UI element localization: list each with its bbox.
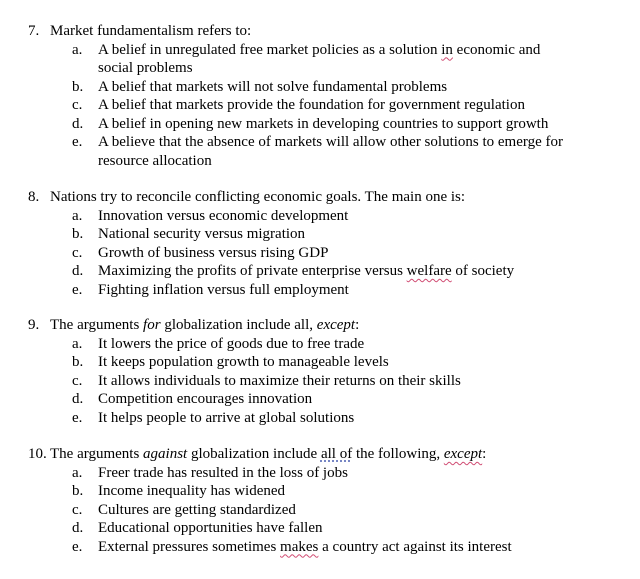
option-text: Cultures are getting standardized (98, 501, 296, 518)
option-letter: a. (72, 464, 83, 481)
option-text: It helps people to arrive at global solutions (98, 409, 355, 426)
option-letter: b. (72, 483, 84, 499)
option-text: social problems (98, 60, 193, 76)
option-letter: d. (72, 263, 84, 279)
option-letter: d. (72, 391, 84, 407)
option-text: Competition encourages innovation (98, 391, 313, 407)
option-text: National security versus migration (98, 226, 306, 242)
option-text: A belief that markets provide the foundation for government regulation (98, 97, 525, 113)
spellcheck-mark: in (441, 41, 453, 58)
option-text: It allows individuals to maximize their returns on their skills (98, 372, 461, 389)
option-text: resource allocation (98, 152, 212, 169)
option-letter: a. (72, 207, 83, 224)
option-text: It keeps population growth to manageable levels (98, 354, 389, 370)
option-text: Maximizing the profits of private enterprise versus welfare of society (98, 263, 515, 279)
spellcheck-mark: makes (280, 538, 319, 555)
option-text: Growth of business versus rising GDP (98, 244, 329, 261)
spellcheck-mark: welfare (406, 263, 452, 279)
option-letter: a. (72, 335, 83, 352)
question-text: Nations try to reconcile conflicting economic goals. The main one is: (50, 189, 466, 205)
option-letter: c. (72, 97, 83, 113)
option-text: A believe that the absence of markets will allow other solutions to emerge for (98, 134, 564, 150)
question-text: Market fundamentalism refers to: (50, 23, 252, 39)
option-letter: a. (72, 41, 83, 58)
option-letter: d. (72, 115, 84, 132)
option-letter: c. (72, 372, 83, 389)
grammar-mark: all of (320, 446, 353, 462)
option-text: Fighting inflation versus full employment (98, 281, 349, 298)
option-text: A belief that markets will not solve fundamental problems (98, 78, 448, 95)
question-number: 7. (28, 23, 40, 39)
question-stem (28, 445, 486, 464)
question-text: The arguments for globalization include all, except: (50, 317, 360, 333)
option-text: External pressures sometimes makes a country act against its interest (98, 538, 512, 555)
option-text: Income inequality has widened (98, 483, 286, 499)
option-letter: e. (72, 134, 83, 150)
question-text: The arguments against globalization include all of the following, except: (50, 446, 487, 462)
option-text: It lowers the price of goods due to free trade (98, 335, 365, 352)
question-stem (28, 188, 465, 207)
spellcheck-mark: except (443, 446, 483, 462)
option-letter: b. (72, 354, 84, 370)
question-stem (28, 22, 251, 41)
option-letter: e. (72, 281, 83, 298)
option-text: Innovation versus economic development (98, 207, 349, 224)
option-text: Educational opportunities have fallen (98, 520, 323, 536)
option-letter: b. (72, 78, 84, 95)
option-letter: c. (72, 244, 83, 261)
option-letter: e. (72, 409, 83, 426)
option-letter: e. (72, 538, 83, 555)
option-letter: b. (72, 226, 84, 242)
option-text: A belief in opening new markets in developing countries to support growth (98, 115, 549, 132)
option-text: A belief in unregulated free market policies as a solution in economic and (98, 41, 541, 58)
question-number: 10. (28, 446, 47, 462)
option-text: Freer trade has resulted in the loss of jobs (98, 464, 348, 481)
question-stem (28, 316, 359, 335)
option-letter: d. (72, 520, 84, 536)
question-number: 8. (28, 189, 40, 205)
option-letter: c. (72, 501, 83, 518)
question-number: 9. (28, 317, 40, 333)
